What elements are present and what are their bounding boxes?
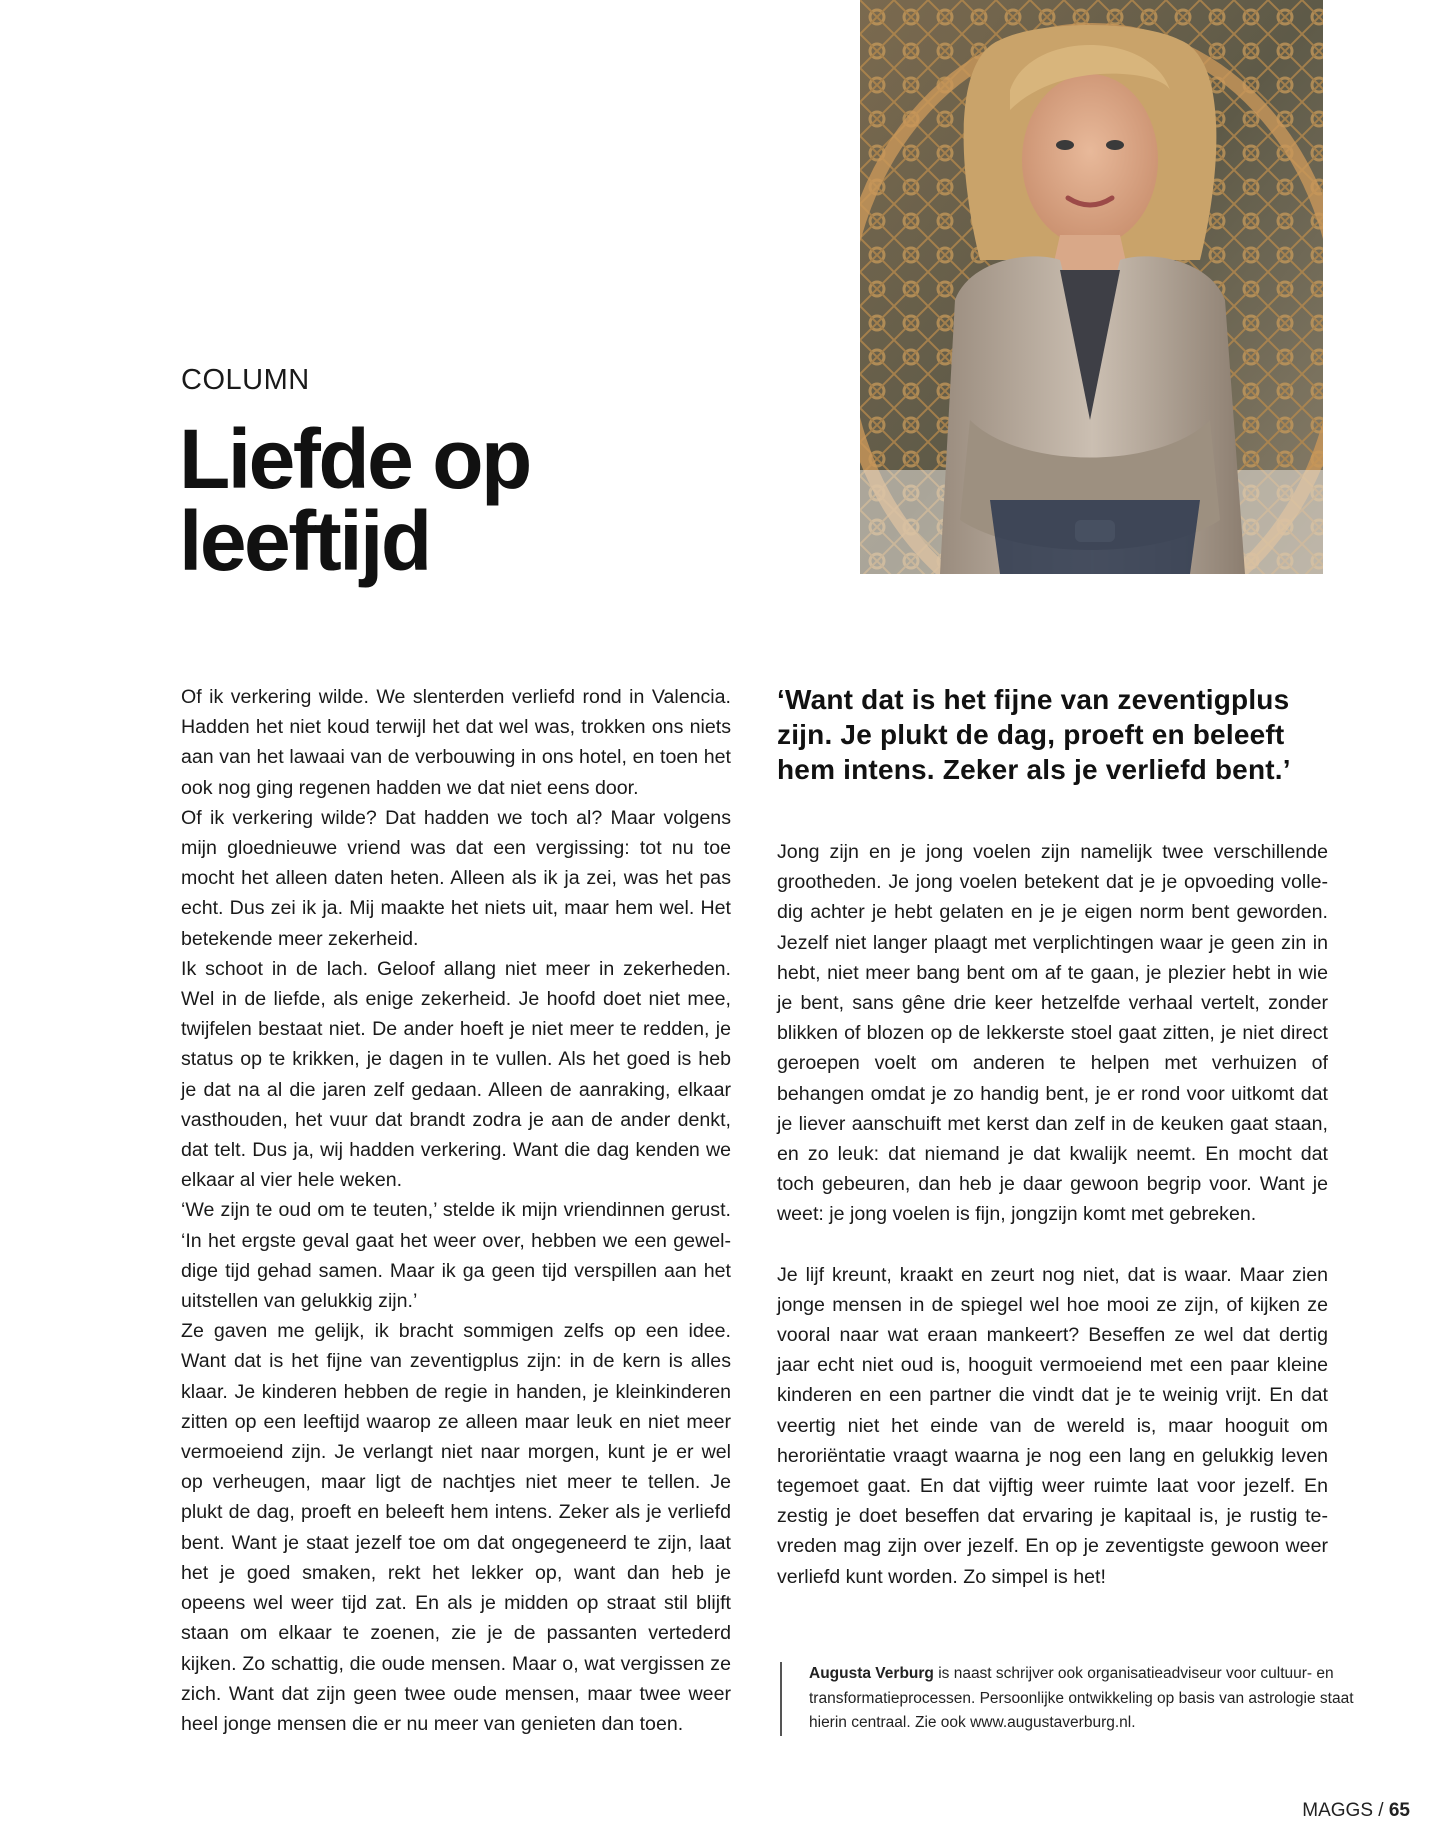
paragraph: Of ik verkering wilde. We slenterden verliefd rond in Valencia. Hadden het niet koud terwijl het dat wel was, trokken ons niets aan van het lawaai van de verbouwing in ons hotel, en toen het ook nog ging regenen hadden we dat niet eens door. [181, 686, 731, 799]
author-photo [860, 0, 1323, 574]
article-body-left [181, 682, 731, 1739]
folio-separator: / [1373, 1800, 1389, 1821]
magazine-name: MAGGS [1302, 1800, 1374, 1821]
paragraph: ‘We zijn te oud om te teuten,’ stelde ik mijn vriendinnen gerust. ‘In het ergste geval gaat het weer over, hebben we een geweldige tijd gehad samen. Maar ik ga geen tijd verspillen aan het uitstellen van gelukkig zijn.’ [181, 1199, 731, 1313]
paragraph: Jong zijn en je jong voelen zijn namelijk twee verschillende grootheden. Je jong voelen betekent dat je je opvoeding volledig achter je hebt gelaten en je je eigen norm bent geworden. Jezelf niet langer plaagt met verplichtingen waar je geen zin in hebt, niet meer bang bent om af te gaan, je plezier hebt in wie je bent, sans gêne drie keer hetzelfde verhaal vertelt, zonder blikken of blozen op de lekkerste stoel gaat zitten, je niet direct geroepen voelt om anderen te helpen met verhuizen of behangen omdat je zo handig bent, je er rond voor uitkomt dat je liever aanschuift met kerst dan zelf in de keuken gaat staan, en zo leuk: dat niemand je dat kwalijk neemt. En mocht dat toch gebeuren, dan heb je daar gewoon begrip voor. Want je weet: je jong voelen is fijn, jongzijn komt met gebreken. [777, 841, 1328, 1226]
pull-quote: ‘Want dat is het fijne van zeventigplus zijn. Je plukt de dag, proeft en beleeft hem intens. Zeker als je verliefd bent.’ [777, 684, 1291, 785]
page-footer [1302, 1800, 1410, 1822]
author-name: Augusta Verburg [809, 1665, 934, 1682]
author-bio-text: is naast schrijver ook organisatieadviseur voor cultuur- en transformatieprocessen. Persoonlijke ontwikkeling op basis van astrologie staat hierin centraal. Zie ook www.augustaverburg.nl. [809, 1665, 1354, 1731]
paragraph: Of ik verkering wilde? Dat hadden we toch al? Maar volgens mijn gloednieuwe vriend was dat een vergissing: tot nu toe mocht het alleen daten heten. Alleen als ik ja zei, was het pas echt. Dus zei ik ja. Mij maakte het niets uit, maar hem wel. Het betekende meer zekerheid. [181, 806, 731, 950]
paragraph: Je lijf kreunt, kraakt en zeurt nog niet, dat is waar. Maar zien jonge mensen in de spiegel wel hoe mooi ze zijn, of kijken ze vooral naar wat eraan mankeert? Beseffen ze wel dat dertig jaar echt niet oud is, hooguit vermoeiend met een paar kleine kinderen en een partner die vindt dat je te weinig vrijt. En dat veertig niet het einde van de wereld is, maar hooguit om heroriëntatie vraagt waarna je nog een lang en gelukkig leven tegemoet gaat. En dat vijftig weer ruimte laat voor jezelf. En zestig je doet beseffen dat ervaring je kapitaal is, je rustig tevreden mag zijn over jezelf. En op je zeventigste gewoon weer verliefd kunt worden. Zo simpel is het! [777, 1263, 1328, 1588]
page-number: 65 [1388, 1800, 1410, 1821]
paragraph: Ik schoot in de lach. Geloof allang niet meer in zekerheden. Wel in de liefde, als enige zekerheid. Je hoofd doet niet mee, twijfelen bestaat niet. De ander hoeft je niet meer te redden, je status op te krikken, je dagen in te vullen. Als het goed is heb je dat na al die jaren zelf gedaan. Alleen de aanraking, elkaar vasthouden, het vuur dat brandt zodra je aan de ander denkt, dat telt. Dus ja, wij hadden verkering. Want die dag kenden we elkaar al vier hele weken. [181, 957, 731, 1192]
article-title: Liefde op leeftijd [179, 412, 530, 588]
section-kicker: COLUMN [181, 364, 310, 396]
author-photo-illustration [860, 0, 1323, 574]
paragraph: Ze gaven me gelijk, ik bracht sommigen zelfs op een idee. Want dat is het fijne van zeventigplus zijn: in de kern is alles klaar. Je kinderen hebben de regie in handen, je kleinkinderen zitten op een leeftijd waarop ze alleen maar leuk en niet meer vermoeiend zijn. Je verlangt niet naar morgen, kunt je er wel op verheugen, maar ligt de nachtjes niet meer te tellen. Je plukt de dag, proeft en beleeft hem intens. Zeker als je verliefd bent. Want je staat jezelf toe om dat ongegeneerd te zijn, laat het je goed smaken, rekt het lekker op, want dan heb je opeens wel weer tijd zat. En als je midden op straat stil blijft staan om elkaar te zoenen, zie je de passanten vertederd kijken. Zo schattig, die oude mensen. Maar o, wat vergissen ze zich. Want dat zijn geen twee oude mensen, maar twee weer heel jonge mensen die er nu meer van genieten dan toen. [181, 1320, 731, 1735]
article-body-right [777, 682, 1328, 1592]
author-bio [780, 1662, 1357, 1736]
